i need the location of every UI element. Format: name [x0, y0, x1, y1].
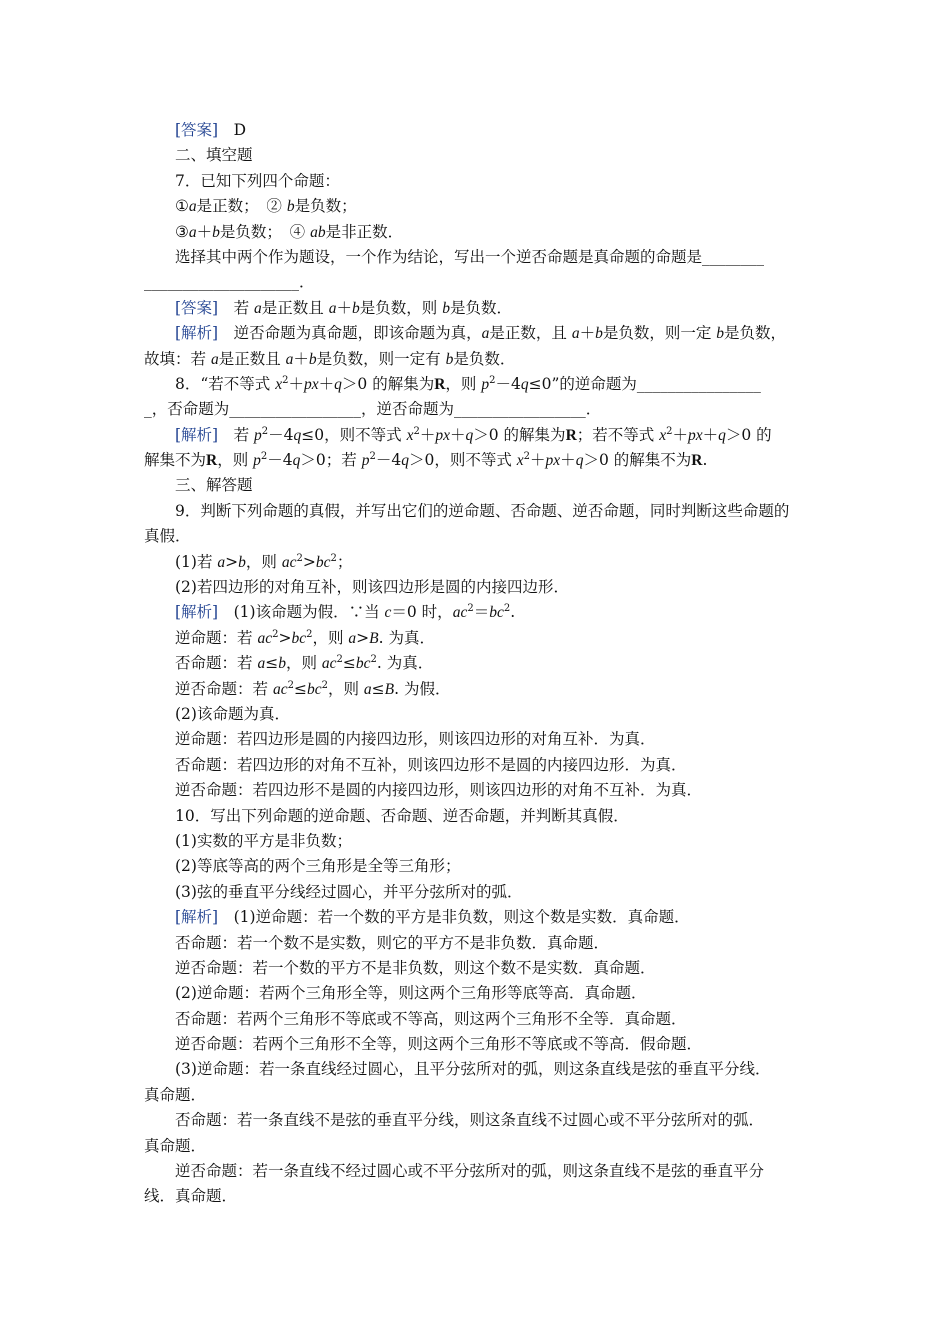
section-fill-in: 二、填空题: [175, 146, 253, 165]
section-solve: 三、解答题: [175, 476, 253, 495]
q9-inverse-1: 否命题：若 a≤b，则 $ac^2\le bc^2$. 为真．: [175, 654, 434, 673]
q9-converse-2: 逆命题：若四边形是圆的内接四边形，则该四边形的对角互补．为真．: [175, 730, 656, 749]
q10-converse-3-verdict: 真命题．: [144, 1085, 207, 1104]
q10-contrapositive-3: 逆否命题：若一条直线不经过圆心或不平分弦所对的弧，则这条直线不是弦的垂直平分: [175, 1162, 765, 1181]
q10-converse-2: (2)逆命题：若两个三角形全等，则这两个三角形等底等高．真命题．: [175, 984, 647, 1003]
q7-props-1: ①a是正数； ② b是负数；: [175, 197, 357, 216]
question-10: 10．写出下列命题的逆命题、否命题、逆否命题，并判断其真假．: [175, 806, 629, 825]
q10-item-2: (2)等底等高的两个三角形是全等三角形；: [175, 857, 461, 876]
answer-tag: [答案]: [175, 121, 219, 139]
answer-7: [答案] 若 a是正数且 a＋b是负数，则 b是负数．: [175, 298, 512, 317]
analysis-tag: [解析]: [175, 603, 219, 622]
q10-contrapositive-1: 逆否命题：若一个数的平方不是非负数，则这个数不是实数．真命题．: [175, 958, 656, 977]
q10-inverse-3-verdict: 真命题．: [144, 1136, 207, 1155]
analysis-10-1: [解析] (1)逆命题：若一个数的平方是非负数，则这个数是实数．真命题．: [175, 908, 690, 927]
q10-inverse-1: 否命题：若一个数不是实数，则它的平方不是非负数．真命题．: [175, 933, 610, 952]
analysis-9-1: [解析] (1)该命题为假．∵当 c＝0 时，$ac^2=bc^2$.: [175, 603, 516, 622]
analysis-7-line1: [解析] 逆否命题为真命题，即该命题为真，a是正数，且 a＋b是负数，则一定 b是负数，: [175, 324, 787, 343]
analysis-7-line2: 故填：若 a是正数且 a＋b是负数，则一定有 b是负数．: [144, 349, 516, 368]
q10-item-1: (1)实数的平方是非负数；: [175, 831, 352, 850]
q10-inverse-3: 否命题：若一条直线不是弦的垂直平分线，则这条直线不过圆心或不平分弦所对的弧．: [175, 1111, 765, 1130]
analysis-9-2: (2)该命题为真．: [175, 704, 290, 723]
analysis-8-line1: [解析] 若 $p^2-4q\le 0$，则不等式 $x^2+px+q>0$ 的解集为R；若不等式 $x^2+px+q>0$ 的: [175, 425, 772, 444]
question-8: 8．“若不等式 $x^2+px+q>0$ 的解集为R，则 $p^2-4q\le 0$”的逆命题为________________: [175, 374, 761, 393]
question-7: 7．已知下列四个命题：: [175, 171, 340, 190]
q7-props-2: ③a＋b是负数； ④ ab是非正数．: [175, 222, 404, 241]
answer-6: [答案] D: [175, 121, 247, 139]
analysis-tag: [解析]: [175, 908, 219, 927]
q7-instruction: 选择其中两个作为题设，一个作为结论，写出一个逆否命题是真命题的命题是________: [175, 247, 765, 266]
q9-contrapositive-2: 逆否命题：若四边形不是圆的内接四边形，则该四边形的对角不互补．为真．: [175, 781, 703, 800]
q9-inverse-2: 否命题：若四边形的对角不互补，则该四边形不是圆的内接四边形．为真．: [175, 755, 687, 774]
q10-converse-3: (3)逆命题：若一条直线经过圆心，且平分弦所对的弧，则这条直线是弦的垂直平分线．: [175, 1060, 771, 1079]
q9-contrapositive-1: 逆否命题：若 $ac^2\le bc^2$，则 a≤B. 为假．: [175, 679, 451, 698]
q9-converse-1: 逆命题：若 $ac^2>bc^2$，则 a>B. 为真．: [175, 628, 435, 647]
answer-tag: [答案]: [175, 298, 219, 317]
analysis-tag: [解析]: [175, 425, 219, 444]
q9-item-1: (1)若 a>b，则 $ac^2>bc^2$；: [175, 552, 353, 571]
q7-blank: ____________________．: [144, 273, 315, 292]
document-page: [144, 118, 812, 1210]
q8-blanks: _，否命题为_________________，逆否命题为_________________．: [144, 400, 602, 419]
question-9: 9．判断下列命题的真假，并写出它们的逆命题、否命题、逆否命题，同时判断这些命题的: [175, 501, 790, 520]
analysis-8-line2: 解集不为R，则 $p^2-4q>0$；若 $p^2-4q>0$，则不等式 $x^2+px+q>0$ 的解集不为R.: [144, 451, 708, 470]
q9-item-2: (2)若四边形的对角互补，则该四边形是圆的内接四边形．: [175, 578, 569, 597]
question-9-cont: 真假．: [144, 527, 191, 546]
q10-inverse-2: 否命题：若两个三角形不等底或不等高，则这两个三角形不全等．真命题．: [175, 1009, 687, 1028]
q10-contrapositive-3-verdict: 线．真命题．: [144, 1187, 238, 1206]
q10-item-3: (3)弦的垂直平分线经过圆心，并平分弦所对的弧．: [175, 882, 523, 901]
analysis-tag: [解析]: [175, 324, 219, 343]
q10-contrapositive-2: 逆否命题：若两个三角形不全等，则这两个三角形不等底或不等高．假命题．: [175, 1035, 703, 1054]
